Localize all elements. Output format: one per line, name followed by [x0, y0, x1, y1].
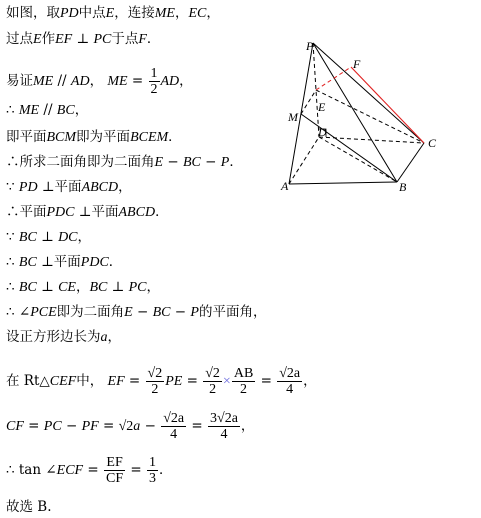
text-fragment: ∴平面 [6, 204, 47, 220]
text-fragment: ， [206, 5, 220, 21]
text-fragment: ． [229, 154, 243, 170]
solution-line [6, 498, 52, 516]
math-symbol: a [133, 419, 141, 434]
math-symbol: E [105, 6, 115, 21]
text-fragment: = [127, 73, 148, 89]
text-fragment: √2 [118, 419, 134, 434]
text-fragment: = [124, 373, 145, 389]
text-fragment: = [256, 373, 277, 389]
math-symbol: PDC [46, 205, 75, 220]
solution-line [6, 101, 88, 120]
text-fragment: // [39, 102, 57, 118]
vertex-label-p: P [306, 40, 314, 53]
text-fragment: ，连接 [114, 5, 155, 21]
fraction-numerator: √2 [205, 366, 220, 381]
fraction [149, 66, 160, 97]
fraction [232, 366, 255, 397]
math-symbol: PD [60, 6, 79, 21]
fraction-numerator: √2 [147, 366, 163, 381]
solution-line [6, 328, 121, 347]
math-symbol: BC [18, 280, 37, 295]
text-fragment: − [140, 418, 161, 434]
solution-line [6, 455, 173, 486]
text-fragment: 过点 [6, 31, 33, 47]
vertex-label-d: D [318, 125, 327, 139]
math-symbol: ABCD [118, 205, 156, 220]
math-symbol: PC [43, 419, 62, 434]
text-fragment: = [187, 418, 208, 434]
text-fragment: ， [174, 5, 189, 21]
fraction-denominator: CF [106, 471, 124, 486]
text-fragment: ⊥ [107, 279, 129, 295]
math-symbol: CEF [49, 374, 77, 389]
math-symbol: BCEM [130, 130, 169, 145]
fraction [208, 411, 240, 442]
fraction-denominator: 4 [170, 427, 178, 442]
text-fragment: ， [179, 73, 193, 89]
text-fragment: ∵ [6, 179, 19, 195]
solution-line [6, 228, 91, 247]
math-symbol: ME [18, 103, 40, 118]
math-symbol: BC [152, 305, 171, 320]
text-fragment: ． [146, 31, 161, 47]
text-fragment: 于点 [111, 31, 139, 47]
text-fragment: 即为二面角 [56, 304, 125, 320]
text-fragment: ， [89, 73, 108, 89]
solution-line [6, 178, 132, 197]
math-symbol: PD [18, 180, 38, 195]
text-fragment: 中， [76, 373, 108, 389]
solution-line [6, 203, 169, 222]
text-fragment: ⊥ [36, 279, 59, 295]
text-fragment: − [170, 304, 191, 320]
text-fragment: ． [155, 204, 169, 220]
vertex-label-m: M [288, 110, 298, 124]
text-fragment: ， [75, 279, 90, 295]
text-fragment: ⊥ [72, 31, 94, 47]
math-symbol: EF [55, 32, 73, 47]
math-symbol: E [124, 305, 133, 320]
solution-line [6, 366, 317, 397]
text-fragment: ⊥平面 [74, 204, 119, 220]
math-symbol: ABCD [81, 180, 119, 195]
text-fragment: 的平面角， [198, 304, 267, 320]
text-fragment: = [126, 462, 147, 478]
fraction-numerator: 1 [149, 455, 157, 470]
math-symbol: BC [56, 103, 75, 118]
math-symbol: BC [182, 155, 201, 170]
math-symbol: PDC [80, 255, 109, 270]
text-fragment: ∴ [6, 279, 19, 295]
text-fragment: 易证 [6, 73, 33, 89]
fraction [104, 455, 125, 486]
fraction-denominator: 2 [240, 382, 248, 397]
math-symbol: ECF [56, 463, 84, 478]
math-symbol: E [33, 32, 42, 47]
text-fragment: ⊥平面 [37, 179, 82, 195]
text-fragment: 如图，取 [6, 5, 60, 21]
text-fragment: 在 Rt△ [6, 373, 50, 389]
math-symbol: EC [188, 6, 207, 21]
fraction-numerator: √2a [163, 411, 185, 426]
math-symbol: ME [154, 6, 175, 21]
solution-line [6, 303, 266, 322]
vertex-label-c: C [428, 136, 437, 150]
text-fragment: 设正方形边长为 [6, 329, 101, 345]
text-fragment: ∵ [6, 229, 19, 245]
fraction-numerator: 1 [150, 66, 158, 81]
math-symbol: CE [58, 280, 76, 295]
vertex-label-f: F [353, 57, 361, 71]
text-fragment: ， [240, 418, 255, 434]
text-fragment: ∴所求二面角即为二面角 [6, 154, 155, 170]
text-fragment: ∴ [6, 254, 19, 270]
text-fragment: 即为平面 [76, 129, 131, 145]
math-symbol: BCM [46, 130, 77, 145]
solution-line [6, 153, 243, 172]
text-fragment: ∴ tan ∠ [6, 462, 57, 478]
text-fragment: ， [77, 229, 92, 245]
text-fragment: 作 [41, 31, 56, 47]
fraction [203, 366, 222, 397]
math-symbol: BC [18, 255, 37, 270]
text-fragment: ⊥ [36, 229, 59, 245]
fraction-denominator: 2 [209, 382, 217, 397]
fraction-denominator: 4 [286, 382, 294, 397]
text-fragment: ⊥平面 [36, 254, 81, 270]
text-fragment: ． [159, 462, 173, 478]
math-symbol: EF [107, 374, 125, 389]
text-fragment: 即平面 [6, 129, 47, 145]
math-symbol: CF [6, 419, 24, 434]
text-fragment: × [222, 374, 231, 389]
text-fragment: 故选 B. [6, 499, 52, 515]
text-fragment: ∴ ∠ [6, 304, 31, 320]
text-fragment: = [98, 418, 119, 434]
solution-line [6, 411, 254, 442]
fraction [147, 455, 158, 486]
math-symbol: PC [93, 32, 112, 47]
text-fragment: ， [303, 373, 317, 389]
text-fragment: = [182, 373, 203, 389]
solution-line [6, 253, 122, 272]
math-symbol: AD [160, 74, 180, 89]
text-fragment: // [53, 73, 71, 89]
math-symbol: PC [128, 280, 147, 295]
fraction-numerator: EF [104, 455, 125, 471]
text-fragment: = [83, 462, 104, 478]
solution-line [6, 30, 160, 49]
text-fragment: − [200, 154, 221, 170]
math-symbol: AD [70, 74, 90, 89]
text-fragment: − [132, 304, 153, 320]
pyramid-figure [275, 40, 475, 200]
math-symbol: BC [18, 230, 37, 245]
solution-line [6, 4, 220, 23]
vertex-label-e: E [318, 100, 326, 114]
text-fragment: ． [108, 254, 123, 270]
math-symbol: F [138, 32, 147, 47]
vertex-label-a: A [281, 179, 289, 193]
math-symbol: P [190, 305, 199, 320]
fraction-numerator: √2a [279, 366, 301, 381]
text-fragment: ， [107, 329, 121, 345]
fraction-denominator: 2 [150, 82, 158, 97]
math-symbol: E [154, 155, 164, 170]
text-fragment: ， [74, 102, 89, 118]
fraction-denominator: 2 [151, 382, 159, 397]
fraction [146, 366, 165, 397]
fraction [161, 411, 186, 442]
text-fragment: ， [118, 179, 132, 195]
solution-line [6, 278, 160, 297]
math-symbol: DC [58, 230, 78, 245]
solution-line [6, 66, 193, 97]
fraction [277, 366, 302, 397]
math-symbol: PCE [30, 305, 57, 320]
fraction-denominator: 3 [149, 471, 157, 486]
math-symbol: ME [33, 74, 54, 89]
text-fragment: ， [146, 279, 161, 295]
math-symbol: P [220, 155, 230, 170]
math-symbol: a [100, 330, 108, 345]
fraction-numerator: 3√2a [210, 411, 238, 426]
text-fragment: 中点 [78, 5, 106, 21]
text-fragment: − [163, 154, 183, 170]
solution-line [6, 128, 182, 147]
text-fragment: ． [168, 129, 182, 145]
math-symbol: PF [81, 419, 99, 434]
text-fragment: ∴ [6, 102, 19, 118]
vertex-label-b: B [399, 180, 407, 194]
text-fragment: = [23, 418, 44, 434]
math-symbol: PE [165, 374, 183, 389]
fraction-numerator: AB [233, 366, 254, 381]
math-symbol: ME [107, 74, 128, 89]
math-symbol: BC [89, 280, 108, 295]
text-fragment: − [61, 418, 82, 434]
fraction-denominator: 4 [220, 427, 228, 442]
